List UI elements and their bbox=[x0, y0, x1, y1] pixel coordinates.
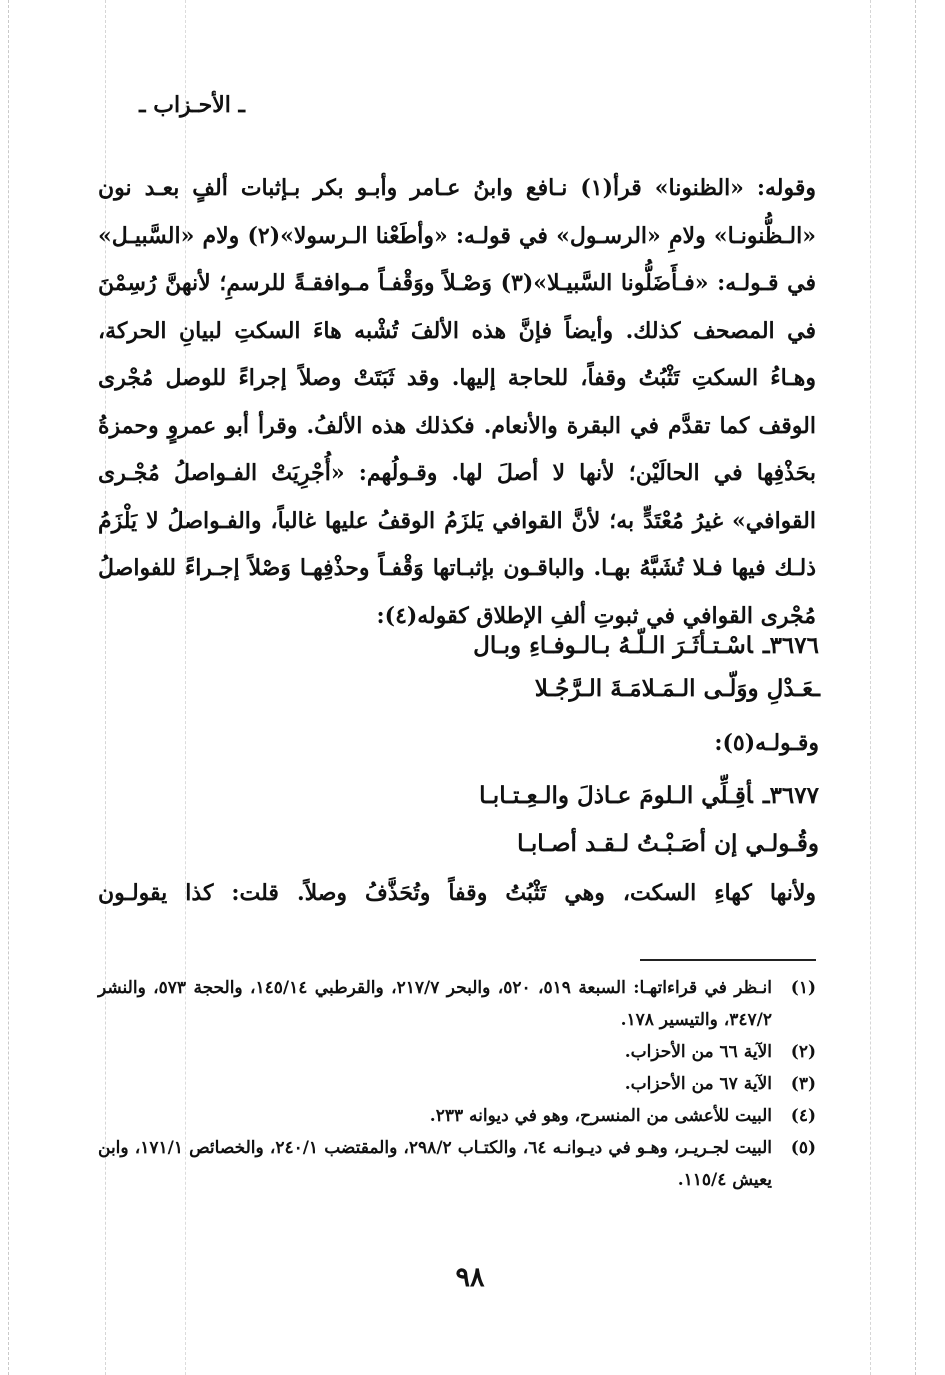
verse-line: اسْـتـأثَـرَ الـلّـهُ بـالـوفـاءِ وبـال bbox=[473, 632, 753, 659]
verse-number: ٣٦٧٦ـ bbox=[762, 632, 819, 659]
footnote-item bbox=[98, 1036, 816, 1068]
verse-intro: وقـولـه(٥): bbox=[714, 730, 819, 756]
footnote-text: البيت لجـريـر، وهـو في ديـوانـه ٦٤، والكتـاب ٢٩٨/٢، والمقتضب ٢٤٠/١، والخصائص ١٧١/١، وابن يعيش ١١٥/٤. bbox=[98, 1138, 772, 1190]
verse-line: أقِـلِّي الـلومَ عـاذلَ والـعِـتـابـا bbox=[479, 782, 753, 809]
verse-number: ٣٦٧٧ـ bbox=[762, 782, 819, 809]
verse-3676-second-hemistich: ـعَـدْلِ ووَلّـى الـمَـلامَـةَ الـرَّجُـلا bbox=[534, 675, 820, 702]
footnote-item bbox=[98, 1100, 816, 1132]
footnotes bbox=[98, 972, 816, 1196]
scan-guide-line bbox=[915, 0, 916, 1375]
footnote-number: (٤) bbox=[790, 1106, 816, 1126]
footnote-divider bbox=[640, 959, 816, 961]
verse-3677-second-hemistich: وقُـولـي إن أصَـبْـتُ لـقـد أصـابـا bbox=[517, 830, 819, 857]
footnote-text: البيت للأعشى من المنسرح، وهو في ديوانه ٢٣٣. bbox=[429, 1106, 772, 1126]
footnote-item bbox=[98, 1132, 816, 1196]
footnote-number: (٥) bbox=[790, 1138, 816, 1158]
footnote-number: (٢) bbox=[790, 1042, 816, 1062]
verse-3677-first-hemistich bbox=[479, 782, 819, 809]
footnote-item bbox=[98, 1068, 816, 1100]
scan-guide-line bbox=[870, 0, 871, 1375]
footnote-number: (١) bbox=[790, 978, 816, 998]
verse-3676-first-hemistich bbox=[473, 632, 819, 659]
main-paragraph: وقوله: «الظنونا» قرأ(١) نـافع وابنُ عـامر وأبـو بكر بـإثبات ألفٍ بعـد نون «الـظُّنونـا» ولامِ «الرسـول» في قولـه: «وأطَعْنا الـرسولا»(٢) ولام «السَّبيـل» في قـولـه: «فـأَضَلُّونا السَّبيـلا»(٣) وَصْـلاً ووَقْفـاً مـوافقـةً للرسمِ؛ لأنهنَّ رُسِمْنَ في المصحف كذلك. وأيضاً فإنَّ هذه الألفَ تُشْبه هاءَ السكتِ لبيانِ الحركة، وهـاءُ السكتِ تَثْبُتُ وقفاً، للحاجة إليها. وقد ثَبَتَتْ وصلاً إجراءً للوصل مُجْرى الوقف كما تقدَّم في البقرة والأنعام. فكذلك هذه الألفُ. وقرأ أبو عمروٍ وحمزةُ بحَذْفِها في الحالَيْن؛ لأنها لا أصلَ لها. وقـولُهم: «أُجْرِيَتْ الفـواصلُ مُجْـرى القوافي» غيرُ مُعْتَدٍّ به؛ لأنَّ القوافي يَلزَمُ الوقفُ عليها غالباً، والفـواصلُ لا يَلْزَمُ ذلـك فيها فـلا تُشَبَّهُ بهـا. والباقـون بإثبـاتها وَقْفـاً وحذْفِهـا وَصْلاً إجـراءً للفواصلُ مُجْرى القوافي في ثبوتِ ألفِ الإطلاق كقوله(٤): bbox=[98, 175, 817, 629]
footnote-text: انـظر في قراءاتهـا: السبعة ٥١٩، ٥٢٠، والبحر ٢١٧/٧، والقرطبي ١٤٥/١٤، والحجة ٥٧٣، والنشر ٣٤٧/٢، والتيسير ١٧٨. bbox=[98, 978, 773, 1030]
footnote-number: (٣) bbox=[790, 1074, 816, 1094]
page-number: ٩٨ bbox=[455, 1262, 485, 1293]
closing-line: ولأنها كهاءِ السكت، وهي تَثْبُتُ وقفاً وتُحَذَّفُ وصلاً. قلت: كذا يقولـون bbox=[98, 880, 816, 906]
footnote-text: الآية ٦٧ من الأحزاب. bbox=[624, 1074, 772, 1094]
scan-guide-line bbox=[8, 0, 9, 1375]
main-text bbox=[98, 165, 816, 640]
footnote-item bbox=[98, 972, 816, 1036]
footnote-text: الآية ٦٦ من الأحزاب. bbox=[624, 1042, 772, 1062]
running-header: ـ الأحـزاب ـ bbox=[139, 92, 245, 118]
